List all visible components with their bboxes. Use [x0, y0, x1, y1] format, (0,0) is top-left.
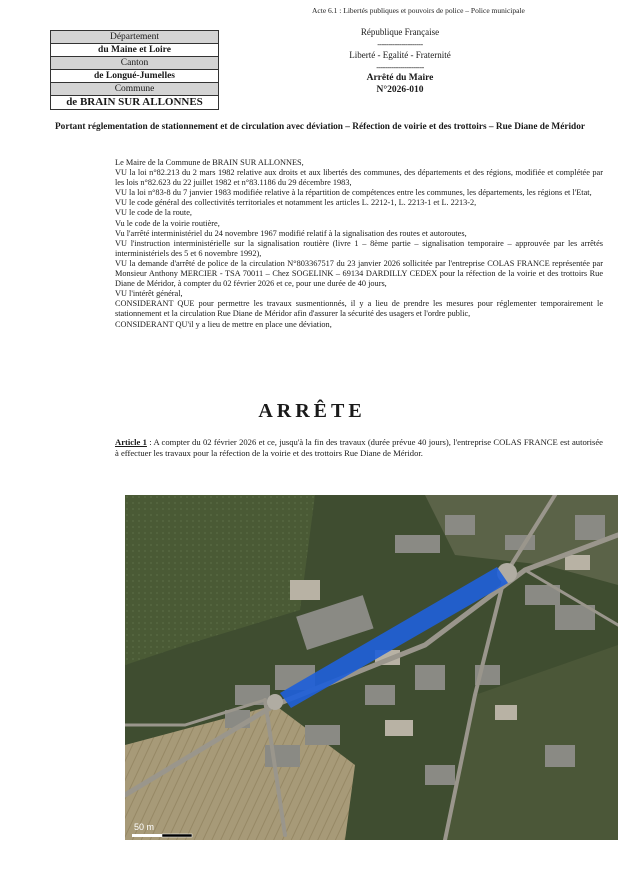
admin-label-canton: Canton — [51, 57, 218, 70]
arrete-number: N°2026-010 — [376, 84, 424, 95]
aerial-map-image — [125, 495, 618, 840]
arrete-label: Arrêté du Maire — [366, 73, 434, 83]
republic-motto: Liberté - Egalité - Fraternité — [349, 50, 451, 60]
act-reference: Acte 6.1 : Libertés publiques et pouvoirs de police – Police municipale — [312, 6, 525, 15]
consideration-line: VU l'intérêt général, — [115, 289, 183, 299]
administrative-box — [50, 30, 219, 110]
consideration-line: VU le code général des collectivités territoriales et notamment les articles L. 2212-1, L. 2213-1 et L. 2213-2, — [115, 198, 477, 208]
separator: ---------------------- — [376, 62, 424, 72]
arrete-heading: ARRÊTE — [258, 400, 366, 422]
article-1-label: Article 1 — [115, 437, 147, 447]
admin-value-canton: de Longué-Jumelles — [51, 70, 218, 83]
consideration-line: VU l'instruction interministérielle sur la signalisation routière (livre 1 – 8ème partie – signalisation temporaire – approuvée par les arrêtés interministériels des 5 et 6 novembre 1992), — [115, 238, 603, 258]
separator: --------------------- — [377, 39, 423, 49]
consideration-line: CONSIDERANT QU'il y a lieu de mettre en place une déviation, — [115, 319, 332, 329]
consideration-line: VU la loi n°83-8 du 7 janvier 1983 modifiée relative à la répartition de compétences entre les communes, les départements, les régions et l'Etat, — [115, 188, 592, 198]
consideration-line: Le Maire de la Commune de BRAIN SUR ALLONNES, — [115, 158, 304, 167]
republic-header — [300, 27, 500, 96]
consideration-line: Vu le code de la voirie routière, — [115, 218, 220, 228]
admin-label-commune: Commune — [51, 83, 218, 96]
map-scale-label: 50 m — [134, 822, 155, 832]
article-1-text: : A compter du 02 février 2026 et ce, jusqu'à la fin des travaux (durée prévue 40 jours), l'entreprise COLAS FRANCE est autorisée à effectuer les travaux pour la réfection de la voirie et des trottoirs Rue Diane de Méridor. — [115, 437, 603, 458]
considerations — [115, 158, 603, 330]
admin-value-commune: de BRAIN SUR ALLONNES — [51, 96, 218, 109]
consideration-line: VU le code de la route, — [115, 208, 192, 218]
aerial-map — [125, 495, 618, 840]
consideration-line: VU la demande d'arrêté de police de la circulation N°803367517 du 23 janvier 2026 sollicitée par l'entreprise COLAS FRANCE représentée par Monsieur Anthony MERCIER - TSA 70011 – Chez SOGELINK – 69134 DARDILLY CEDEX pour la réfection de la voirie et des trottoirs Rue Diane de Méridor, à compter du 02 février 2026 et ce, pour une durée de 40 jours, — [115, 258, 603, 289]
consideration-line: CONSIDERANT QUE pour permettre les travaux susmentionnés, il y a lieu de prendre les mesures pour réglementer temporairement le stationnement et la circulation Rue Diane de Méridor afin d'assurer la sécurité des usagers et l'ordre public, — [115, 299, 603, 319]
republic-name: République Française — [360, 27, 440, 37]
consideration-line: Vu l'arrêté interministériel du 24 novembre 1967 modifié relatif à la signalisation des routes et autoroutes, — [115, 228, 467, 238]
admin-value-departement: du Maine et Loire — [51, 44, 218, 57]
consideration-line: VU la loi n°82.213 du 2 mars 1982 relative aux droits et aux libertés des communes, des départements et des régions, modifiée et complétée par les lois n°82.623 du 22 juillet 1982 et n°83.1186 du 29 décembre 1983, — [115, 168, 603, 188]
admin-label-departement: Département — [51, 31, 218, 44]
document-subject: Portant réglementation de stationnement et de circulation avec déviation – Réfection de voirie et des trottoirs – Rue Diane de Méridor — [55, 122, 585, 132]
article-1 — [115, 437, 603, 458]
